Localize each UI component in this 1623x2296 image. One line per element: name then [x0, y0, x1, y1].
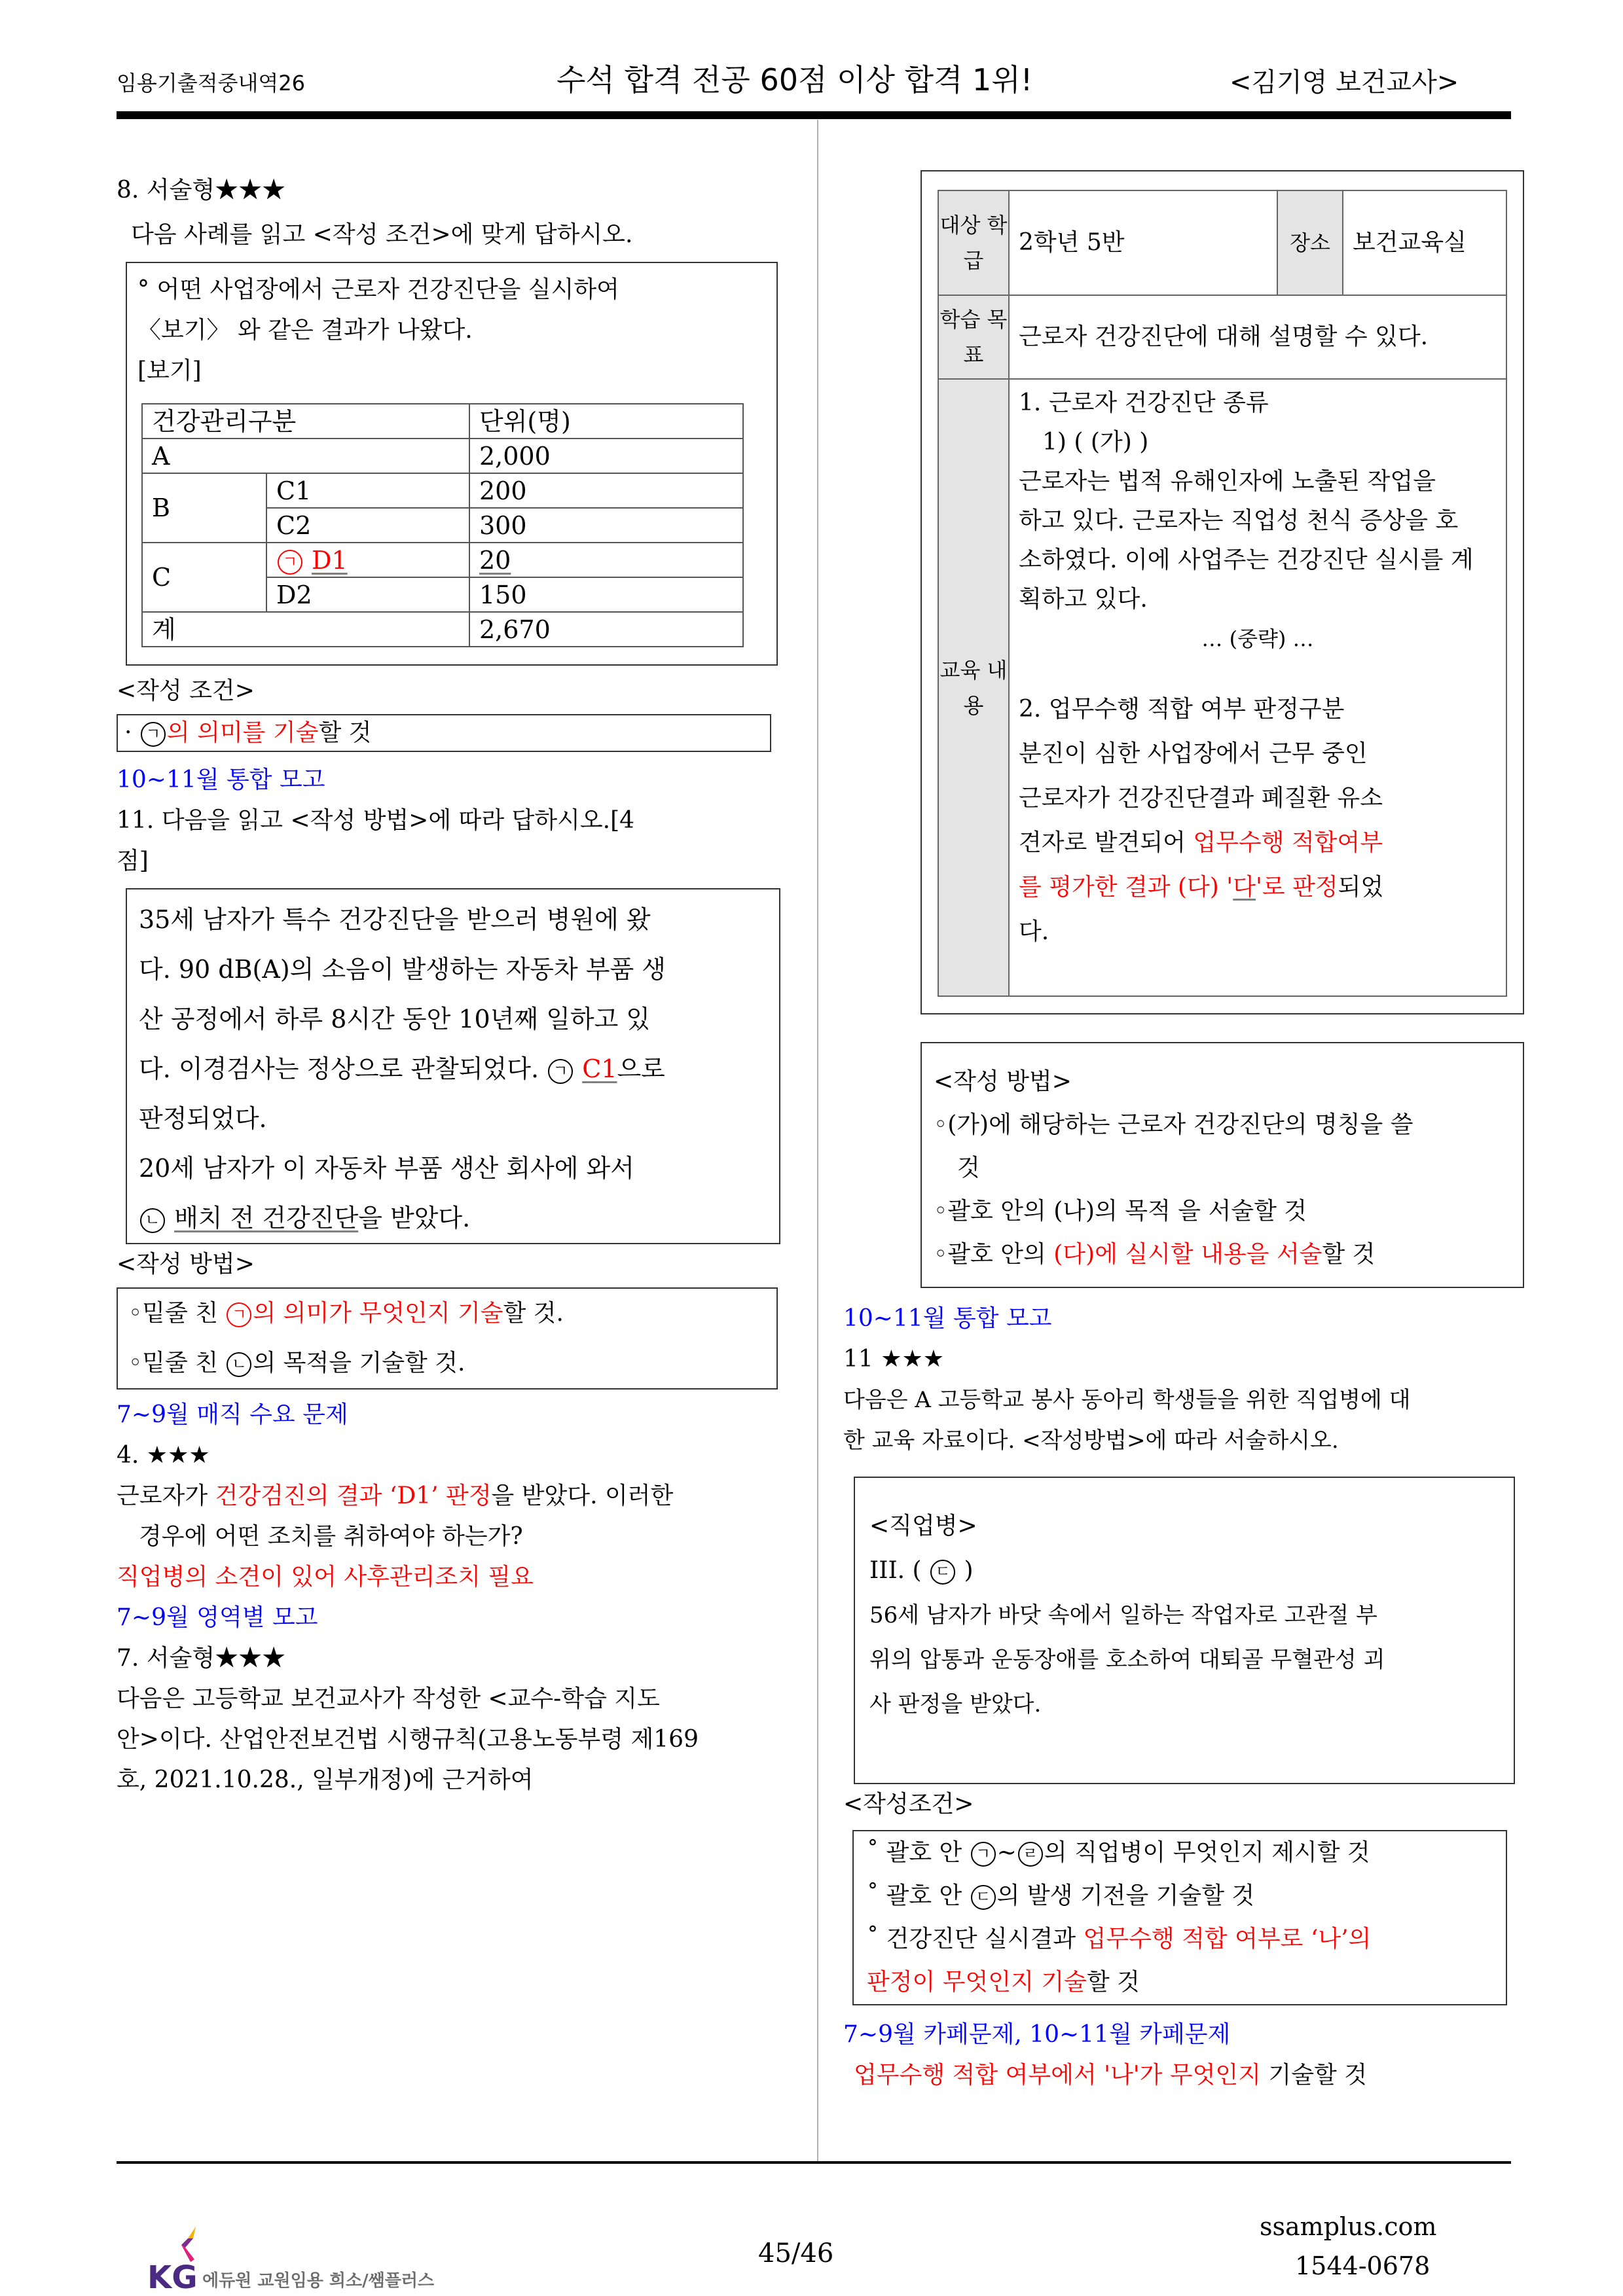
- case-line: [139, 1193, 767, 1243]
- plan-method-box: [921, 1042, 1524, 1288]
- occ-line: 사 판정을 받았다.: [869, 1691, 1042, 1717]
- case-line: 〈보기〉 와 같은 결과가 나왔다.: [137, 317, 473, 344]
- right-column: [843, 170, 1524, 2096]
- plan-head: 학습 목표: [938, 295, 1009, 379]
- occ-text: III. (: [869, 1557, 930, 1584]
- content-line: 근로자는 법적 유해인자에 노출된 작업을: [1019, 468, 1436, 495]
- table-row: [142, 543, 743, 577]
- q8-case-box: [126, 262, 778, 666]
- logo-kg: KG: [147, 2259, 198, 2296]
- table-cell-group: 계: [142, 612, 469, 647]
- case-text: 다. 이경검사는 정상으로 관찰되었다.: [139, 1054, 547, 1083]
- q11-method-label: <작성 방법>: [117, 1251, 255, 1278]
- q11r-title: 11 ★★★: [843, 1346, 945, 1372]
- bogi-label: [보기]: [137, 357, 202, 384]
- q4-title: 4. ★★★: [117, 1442, 210, 1469]
- content-heading: 1. 근로자 건강진단 종류: [1019, 389, 1269, 416]
- column-divider: [817, 120, 818, 2162]
- circled-marker: ㄱ: [278, 550, 302, 575]
- content-line: 획하고 있다.: [1019, 586, 1148, 613]
- method-text: ◦밑줄 친: [128, 1350, 226, 1376]
- plan-row-target: [938, 190, 1506, 295]
- method-text: ◦괄호 안의: [934, 1241, 1054, 1268]
- method-item: [934, 1233, 1511, 1276]
- header-title: 수석 합격 전공 60점 이상 합격 1위!: [556, 62, 1033, 98]
- q8-instruction: 다음 사례를 읽고 <작성 조건>에 맞게 답하시오.: [131, 221, 633, 248]
- method-label: <작성 방법>: [934, 1068, 1072, 1095]
- content-text: 견자로 발견되어: [1019, 829, 1194, 856]
- q4-highlight: 건강검진의 결과 ‘D1’ 판정: [215, 1482, 492, 1509]
- circled-marker: ㄴ: [227, 1352, 251, 1377]
- circled-marker: ㄴ: [140, 1208, 165, 1233]
- page-number: 45/46: [758, 2238, 834, 2269]
- table-header-row: [142, 404, 743, 439]
- q11-case-box: [126, 888, 780, 1244]
- condition-text: 의 직업병이 무엇인지 제시할 것: [1044, 1839, 1370, 1866]
- occ-item: [869, 1549, 1499, 1593]
- header-series: 임용기출적중내역26: [117, 71, 306, 96]
- plan-head: 대상 학급: [938, 190, 1009, 295]
- table-header: 단위(명): [469, 404, 743, 439]
- condition-text: ~: [996, 1839, 1017, 1866]
- condition-item: [867, 1918, 1493, 1961]
- circled-marker: ㄱ: [227, 1302, 251, 1327]
- table-cell-sub: C1: [266, 473, 469, 508]
- condition-item: [867, 1831, 1493, 1874]
- q11-title-cont: 점]: [117, 848, 149, 874]
- footer-divider: [117, 2161, 1511, 2164]
- table-cell-sub: D2: [266, 577, 469, 612]
- q11r-condition-box: [852, 1830, 1507, 2005]
- method-highlight: 의 의미가 무엇인지 기술: [253, 1300, 503, 1327]
- occ-title: <직업병>: [869, 1513, 977, 1539]
- q4-text: 을 받았다. 이러한: [491, 1482, 674, 1509]
- page-header: [117, 52, 1511, 98]
- q11r-line: 한 교육 자료이다. <작성방법>에 따라 서술하시오.: [843, 1427, 1339, 1454]
- circled-marker: ㄹ: [1018, 1842, 1043, 1867]
- header-divider: [117, 111, 1511, 119]
- table-cell-group: C: [142, 543, 266, 612]
- method-item: ◦괄호 안의 (나)의 목적 을 서술할 것: [934, 1198, 1307, 1225]
- case-line: 산 공정에서 하루 8시간 동안 10년째 일하고 있: [139, 1005, 651, 1033]
- table-cell-value: [469, 543, 743, 577]
- publisher-logo: [147, 2225, 448, 2296]
- d1-value: 20: [479, 545, 511, 575]
- q11-title: 11. 다음을 읽고 <작성 방법>에 따라 답하시오.[4: [117, 807, 635, 834]
- table-cell-value: 300: [469, 508, 743, 543]
- q11-method-box: [117, 1287, 778, 1390]
- table-cell-value: 2,000: [469, 439, 743, 473]
- condition-highlight: 업무수행 적합 여부로 ‘나’의: [1083, 1926, 1372, 1952]
- circled-marker: ㄱ: [141, 722, 166, 747]
- header-author: <김기영 보건교사>: [1230, 67, 1459, 98]
- d1-label: D1: [312, 545, 348, 575]
- condition-text: 할 것: [1086, 1969, 1140, 1996]
- q7-line: 호, 2021.10.28., 일부개정)에 근거하여: [117, 1767, 534, 1793]
- plan-row-goal: [938, 295, 1506, 379]
- table-cell-value: 2,670: [469, 612, 743, 647]
- content-highlight: 업무수행 적합여부: [1193, 829, 1383, 856]
- content-line: 소하였다. 이에 사업주는 건강진단 실시를 계: [1019, 547, 1474, 573]
- plan-target-value: 2학년 5반: [1009, 190, 1277, 295]
- underlined-term: 배치 전 건강진단: [174, 1204, 359, 1232]
- method-text: 의 목적을 기술할 것.: [253, 1350, 465, 1376]
- q4-text: 근로자가: [117, 1482, 215, 1509]
- circled-marker: ㄷ: [971, 1885, 996, 1910]
- occ-text: ): [957, 1557, 974, 1584]
- plan-place-value: 보건교육실: [1343, 190, 1506, 295]
- case-line: 판정되었다.: [139, 1104, 267, 1133]
- method-highlight: (다)에 실시할 내용을 서술: [1053, 1241, 1322, 1268]
- table-cell-value: 200: [469, 473, 743, 508]
- content-line: [1019, 821, 1497, 865]
- table-row: [142, 473, 743, 508]
- plan-content: [1009, 379, 1506, 996]
- method-item: ◦(가)에 해당하는 근로자 건강진단의 명칭을 쓸: [934, 1111, 1413, 1138]
- condition-item-cont: [867, 1961, 1493, 2004]
- method-item: [128, 1289, 766, 1338]
- occ-line: 위의 압통과 운동장애를 호소하여 대퇴골 무혈관성 괴: [869, 1647, 1385, 1673]
- table-cell-sub: C2: [266, 508, 469, 543]
- q7-line: 다음은 고등학교 보건교사가 작성한 <교수-학습 지도: [117, 1685, 660, 1712]
- table-cell-value: 150: [469, 577, 743, 612]
- content-line: 다.: [1019, 918, 1049, 945]
- table-header: 건강관리구분: [142, 404, 469, 439]
- q7-line: 안>이다. 산업안전보건법 시행규칙(고용노동부령 제169: [117, 1726, 699, 1753]
- table-row: [142, 612, 743, 647]
- case-text: 을 받았다.: [358, 1204, 471, 1232]
- table-cell-group: A: [142, 439, 469, 473]
- content-line: 하고 있다. 근로자는 직업성 천식 증상을 호: [1019, 507, 1459, 534]
- circled-marker: ㄱ: [548, 1059, 573, 1084]
- method-text: ◦밑줄 친: [128, 1300, 226, 1327]
- method-item: [128, 1338, 766, 1388]
- c1-highlight: C1: [582, 1054, 617, 1083]
- final-note: [843, 2055, 1524, 2096]
- condition-item: [867, 1874, 1493, 1918]
- footer-site: ssamplus.com: [1260, 2212, 1437, 2241]
- table-row: [142, 439, 743, 473]
- plan-head: 교육 내용: [938, 379, 1009, 996]
- plan-head: 장소: [1277, 190, 1343, 295]
- case-line: 다. 90 dB(A)의 소음이 발생하는 자동차 부품 생: [139, 955, 666, 984]
- circled-marker: ㄱ: [971, 1842, 996, 1867]
- condition-text: ˚ 괄호 안: [867, 1882, 970, 1909]
- occ-line: 56세 남자가 바닷 속에서 일하는 작업자로 고관절 부: [869, 1602, 1377, 1628]
- condition-highlight: 의 의미를 기술: [166, 719, 319, 746]
- source-label: 10~11월 통합 모고: [843, 1305, 1052, 1332]
- source-label: 7~9월 영역별 모고: [117, 1604, 318, 1631]
- source-label: 10~11월 통합 모고: [117, 766, 325, 793]
- content-line: 분진이 심한 사업장에서 근무 중인: [1019, 740, 1368, 767]
- q7-title: 7. 서술형★★★: [117, 1645, 286, 1672]
- case-line: [139, 1044, 767, 1094]
- content-highlight: '로 판정: [1255, 874, 1338, 901]
- table-cell-group: B: [142, 473, 266, 543]
- bullet: ·: [124, 719, 132, 746]
- q8-condition-box: [117, 714, 771, 752]
- lesson-plan-table: [938, 190, 1507, 997]
- lesson-plan-box: [921, 170, 1524, 1014]
- q11r-condition-label: <작성조건>: [843, 1791, 974, 1818]
- final-highlight: 업무수행 적합 여부에서 '나'가 무엇인지: [854, 2062, 1261, 2089]
- left-column: [117, 170, 784, 1801]
- q11r-line: 다음은 A 고등학교 봉사 동아리 학생들을 위한 직업병에 대: [843, 1387, 1411, 1413]
- grade-da: 다: [1233, 874, 1256, 901]
- case-text: 으로: [617, 1054, 665, 1083]
- plan-row-content: [938, 379, 1506, 996]
- content-heading: 2. 업무수행 적합 여부 판정구분: [1019, 696, 1345, 723]
- q4-line: [117, 1476, 784, 1516]
- case-line: 20세 남자가 이 자동차 부품 생산 회사에 와서: [139, 1154, 634, 1183]
- case-line: ° 어떤 사업장에서 근로자 건강진단을 실시하여: [137, 276, 619, 303]
- q4-answer: 직업병의 소견이 있어 사후관리조치 필요: [117, 1564, 534, 1590]
- source-label: 7~9월 매직 수요 문제: [117, 1401, 348, 1428]
- logo-text: 에듀원 교원임용 희소/쌤플러스: [202, 2271, 435, 2291]
- content-text: 되었: [1338, 874, 1384, 901]
- circled-marker: ㄷ: [930, 1560, 955, 1585]
- content-subitem: 1) ( (가) ): [1042, 429, 1149, 456]
- method-item-cont: 것: [957, 1155, 980, 1181]
- condition-text: ˚ 괄호 안: [867, 1839, 970, 1866]
- method-text: 할 것.: [503, 1300, 564, 1327]
- condition-text: ˚ 건강진단 실시결과: [867, 1926, 1084, 1952]
- q8-condition-label: <작성 조건>: [117, 677, 255, 704]
- content-omission: … (중략) …: [1201, 626, 1314, 651]
- logo-mark-icon: [176, 2225, 202, 2265]
- table-cell-sub-highlighted: [266, 543, 469, 577]
- condition-tail: 할 것: [318, 719, 372, 746]
- case-line: 35세 남자가 특수 건강진단을 받으러 병원에 왔: [139, 905, 651, 934]
- method-text: 할 것: [1322, 1241, 1376, 1268]
- content-line: 근로자가 건강진단결과 폐질환 유소: [1019, 785, 1383, 812]
- q8-title: 8. 서술형★★★: [117, 177, 286, 204]
- occupational-disease-box: [854, 1477, 1515, 1784]
- final-tail: 기술할 것: [1260, 2062, 1367, 2089]
- condition-highlight: 판정이 무엇인지 기술: [867, 1969, 1087, 1996]
- content-line: [1019, 865, 1497, 910]
- content-highlight: 를 평가한 결과 (다) ': [1019, 874, 1233, 901]
- health-management-table: [141, 403, 744, 647]
- condition-text: 의 발생 기전을 기술할 것: [996, 1882, 1255, 1909]
- source-label: 7~9월 카페문제, 10~11월 카페문제: [843, 2021, 1231, 2048]
- q4-line: 경우에 어떤 조치를 취하여야 하는가?: [139, 1523, 523, 1550]
- plan-goal-value: 근로자 건강진단에 대해 설명할 수 있다.: [1009, 295, 1506, 379]
- footer-phone: 1544-0678: [1295, 2251, 1431, 2280]
